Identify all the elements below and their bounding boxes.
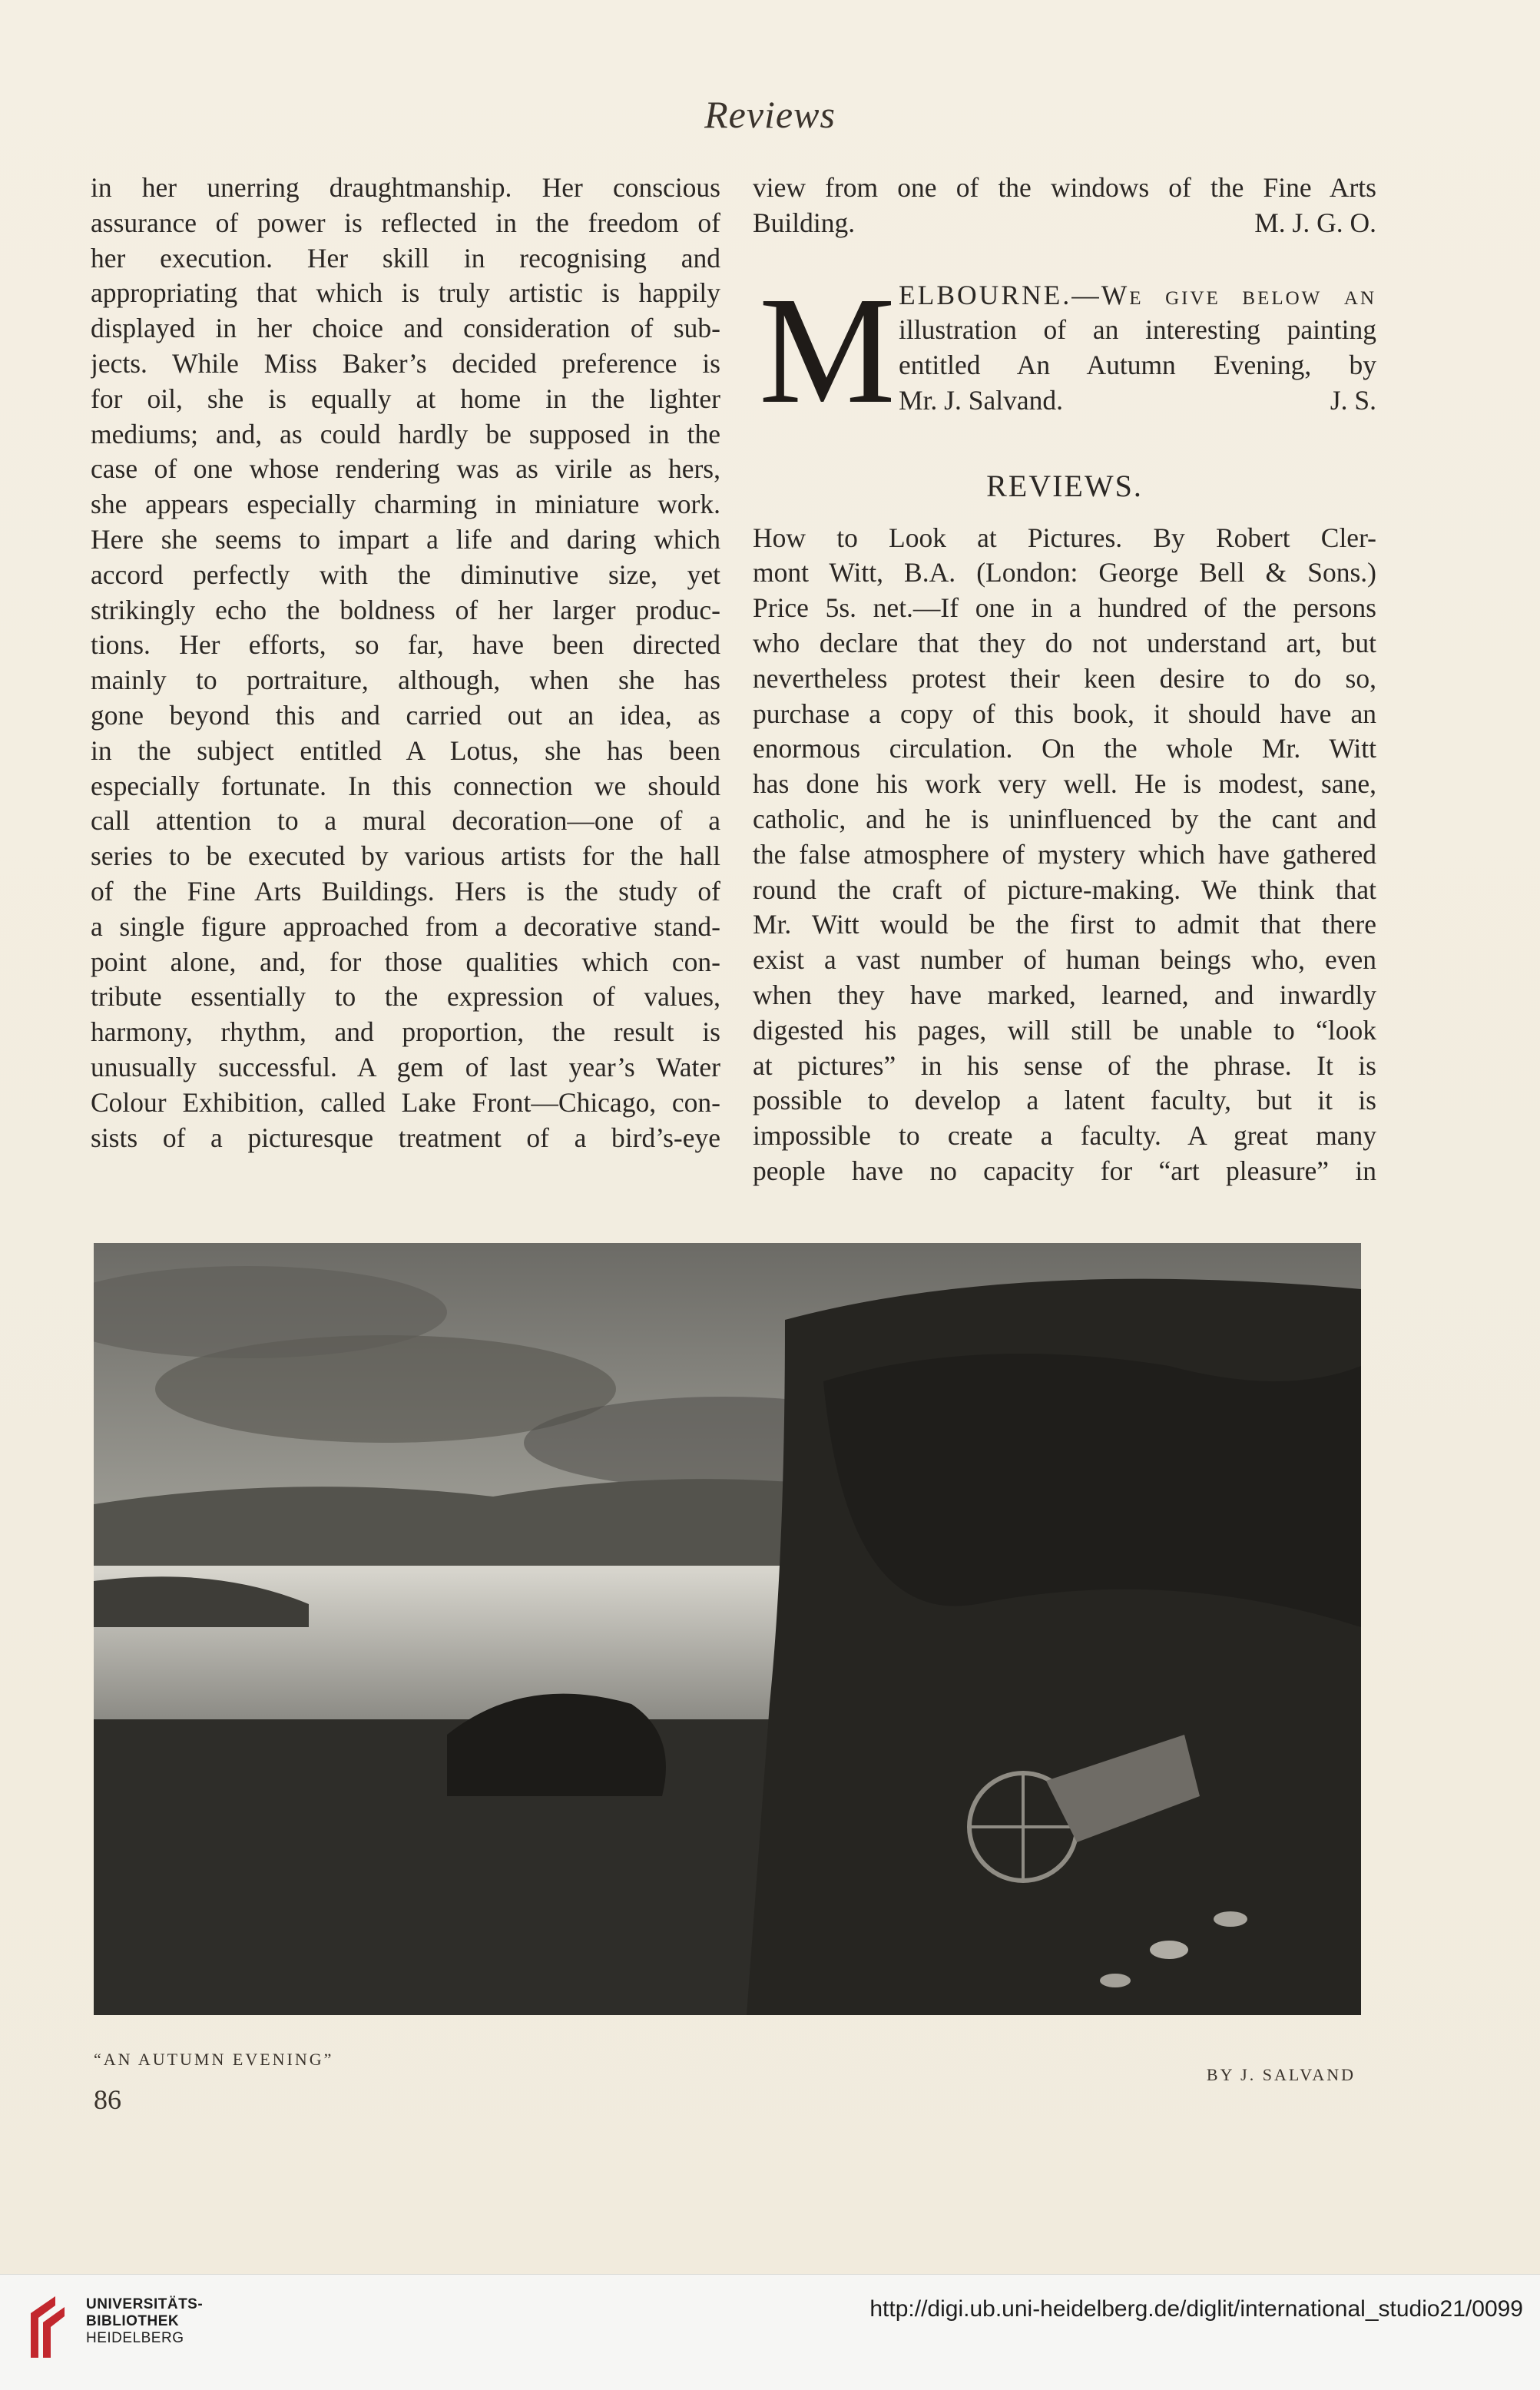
text-line: entitled An Autumn Evening, by (899, 350, 1376, 381)
text-line: in the subject entitled A Lotus, she has been (91, 734, 720, 766)
running-head: Reviews (704, 93, 836, 136)
page-number: 86 (94, 2084, 121, 2115)
text-line: people have no capacity for “art pleasure” in (753, 1155, 1376, 1186)
library-logo-icon (25, 2290, 71, 2364)
text-line: assurance of power is reflected in the freedom of (91, 207, 720, 238)
text-line: mont Witt, B.A. (London: George Bell & Sons.) (753, 557, 1376, 588)
text-line: ELBOURNE.—We give below an (899, 279, 1376, 310)
painting-illustration (94, 1243, 1361, 2015)
text-line: harmony, rhythm, and proportion, the result is (91, 1016, 720, 1048)
text-line: she appears especially charming in miniature work. (91, 489, 720, 520)
text-line: case of one whose rendering was as virile as hers, (91, 453, 720, 485)
text-line: Colour Exhibition, called Lake Front—Chicago, con- (91, 1086, 720, 1118)
text-line: unusually successful. A gem of last year’s Water (91, 1051, 720, 1082)
text-line: accord perfectly with the diminutive size, yet (91, 559, 720, 590)
left-column (91, 171, 720, 1155)
text-line: digested his pages, will still be unable to “look (753, 1014, 1376, 1046)
text-line: strikingly echo the boldness of her larger produc- (91, 594, 720, 625)
drop-cap: M (759, 265, 896, 436)
text-line: tribute essentially to the expression of values, (91, 981, 720, 1013)
text-line: her execution. Her skill in recognising and (91, 242, 720, 273)
text-line: for oil, she is equally at home in the lighter (91, 383, 720, 414)
text-line: displayed in her choice and consideration of sub- (91, 313, 720, 344)
text-line: has done his work very well. He is modest, sane, (753, 768, 1376, 800)
text-line: at pictures” in his sense of the phrase. It is (753, 1049, 1376, 1081)
text-line: in her unerring draughtmanship. Her conscious (91, 172, 720, 203)
text-line: especially fortunate. In this connection we should (91, 770, 720, 801)
text-line: series to be executed by various artists for the hall (91, 840, 720, 872)
library-footer (0, 2274, 1540, 2390)
text-line: Building. M. J. G. O. (753, 206, 1376, 241)
reviews-heading: REVIEWS. (986, 468, 1143, 503)
text-line: round the craft of picture-making. We think that (753, 873, 1376, 905)
library-name: UNIVERSITÄTS- BIBLIOTHEK HEIDELBERG (86, 2296, 204, 2346)
text-line: Mr. Witt would be the first to admit that there (753, 909, 1376, 940)
figure-caption-title: “AN AUTUMN EVENING” (94, 2050, 334, 2069)
signature-js: J. S. (1330, 384, 1376, 416)
text-line: Here she seems to impart a life and daring which (91, 523, 720, 555)
review-text (753, 521, 1376, 1189)
text-line: view from one of the windows of the Fine Arts (753, 172, 1376, 203)
text-line: enormous circulation. On the whole Mr. Witt (753, 733, 1376, 764)
text-line: illustration of an interesting painting (899, 314, 1376, 346)
text-line: possible to develop a latent faculty, but it is (753, 1085, 1376, 1116)
text-line: tions. Her efforts, so far, have been directed (91, 629, 720, 661)
text-line: the false atmosphere of mystery which have gathered (753, 838, 1376, 870)
text-line: mainly to portraiture, although, when she has (91, 665, 720, 696)
text-line: exist a vast number of human beings who, even (753, 944, 1376, 976)
text-line: when they have marked, learned, and inwardly (753, 979, 1376, 1010)
landscape-painting (94, 1243, 1361, 2015)
text-line: How to Look at Pictures. By Robert Cler- (753, 522, 1376, 553)
text-line: purchase a copy of this book, it should have an (753, 698, 1376, 729)
text-line: Price 5s. net.—If one in a hundred of the persons (753, 592, 1376, 624)
text-line: who declare that they do not understand art, but (753, 627, 1376, 658)
melbourne-note (753, 265, 1376, 455)
source-url-link[interactable]: http://digi.ub.uni-heidelberg.de/diglit/international_studio21/0099 (869, 2296, 1523, 2322)
text-line: call attention to a mural decoration—one of a (91, 805, 720, 837)
text-line: a single figure approached from a decorative stand- (91, 910, 720, 942)
figure-caption-artist: BY J. SALVAND (1206, 2065, 1356, 2084)
text-line: nevertheless protest their keen desire to do so, (753, 662, 1376, 694)
text-line: jects. While Miss Baker’s decided preference is (91, 347, 720, 379)
text-line: sists of a picturesque treatment of a bird’s-eye (91, 1122, 720, 1153)
text-line: appropriating that which is truly artistic is happily (91, 277, 720, 309)
text-line: point alone, and, for those qualities which con- (91, 946, 720, 977)
text-line: catholic, and he is uninfluenced by the cant and (753, 803, 1376, 834)
text-line: gone beyond this and carried out an idea, as (91, 699, 720, 731)
text-line: impossible to create a faculty. A great many (753, 1120, 1376, 1152)
text-line: of the Fine Arts Buildings. Hers is the study of (91, 875, 720, 907)
signature-mjgo: M. J. G. O. (1254, 207, 1376, 238)
text-line: mediums; and, as could hardly be supposed in the (91, 418, 720, 449)
text-line: Mr. J. Salvand. J. S. (899, 383, 1376, 419)
right-column (753, 171, 1376, 1189)
